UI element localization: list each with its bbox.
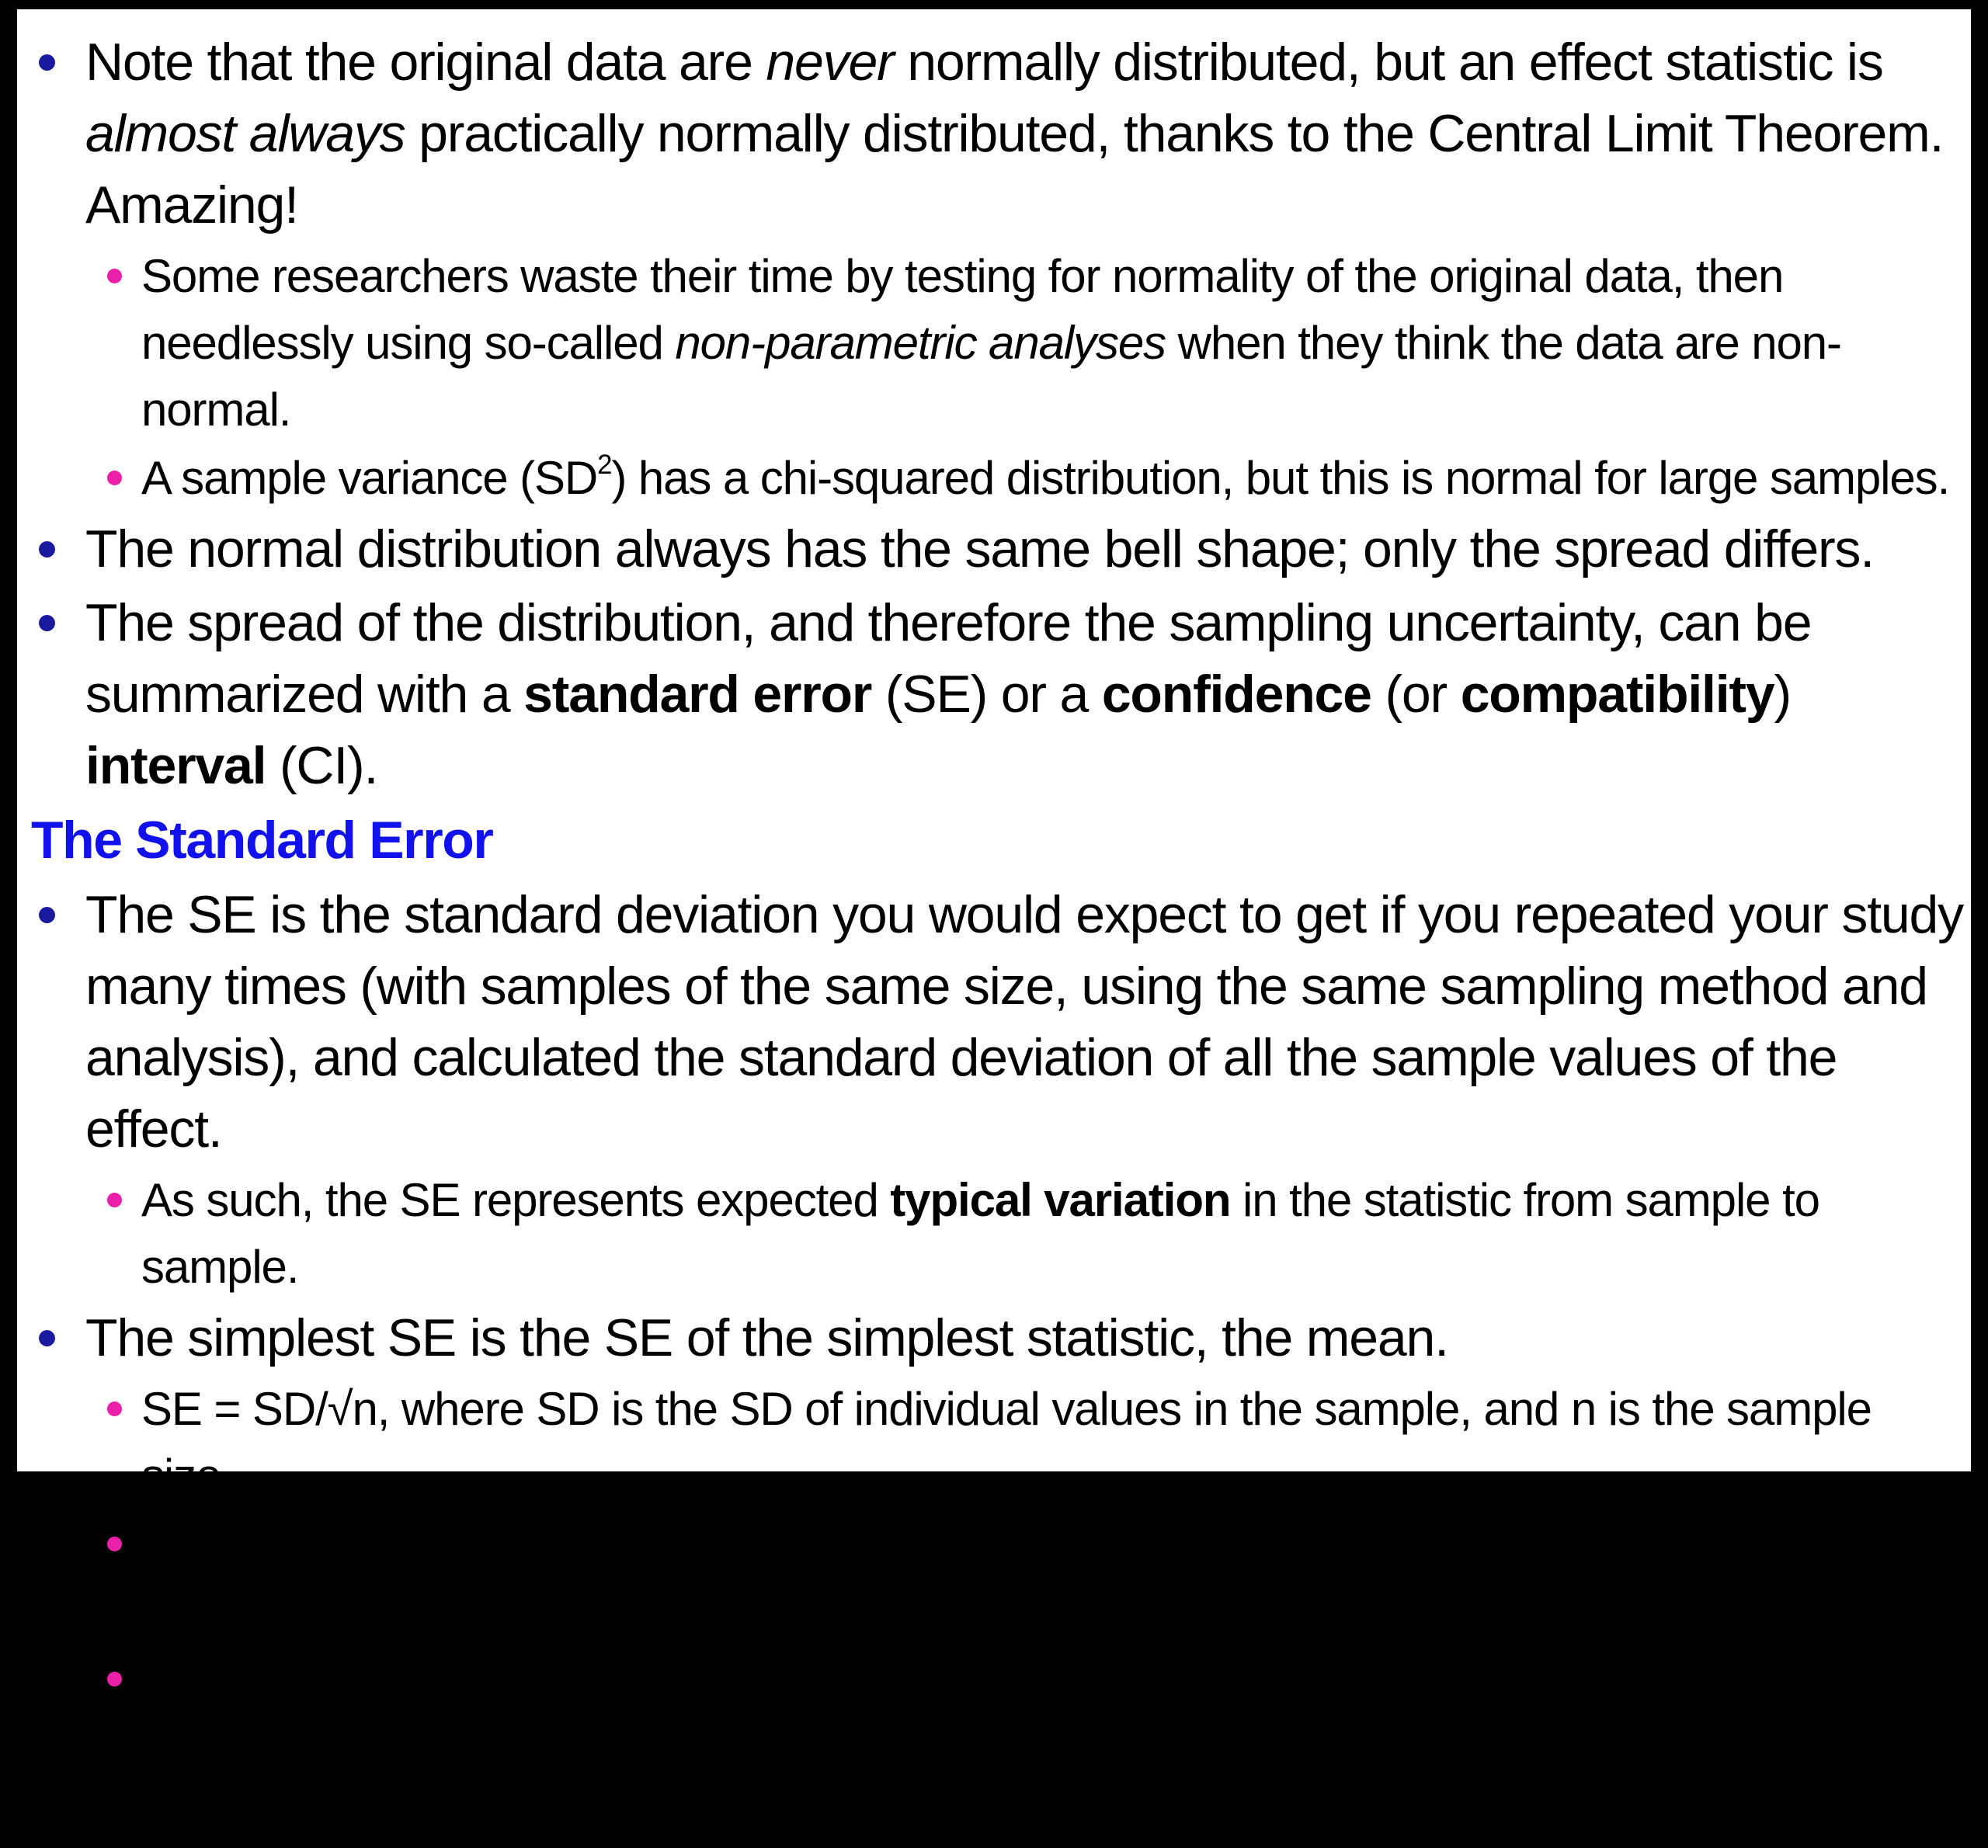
bullet-dot-icon bbox=[39, 907, 55, 923]
slide-content bbox=[31, 26, 1965, 1848]
bullet-dot-icon bbox=[39, 54, 55, 71]
bullet-spread-summary: The spread of the distribution, and therefore the sampling uncertainty, can be summarized with a standard error (SE) or a confidence (or compatibility) interval (CI). bbox=[31, 587, 1965, 801]
bullet-simplest-se: The simplest SE is the SE of the simplest statistic, the mean. bbox=[31, 1302, 1965, 1374]
sub-bullet-dot-icon bbox=[107, 1537, 122, 1551]
sub-bullet-dot-icon bbox=[107, 269, 122, 283]
bullet-dot-icon bbox=[39, 615, 55, 631]
bullet-normality-of-effects: Note that the original data are never normally distributed, but an effect statistic is almost always practically normally distributed, thanks to the Central Limit Theorem. Amazing! bbox=[31, 26, 1965, 241]
bullet-bell-shape: The normal distribution always has the same bell shape; only the spread differs. bbox=[31, 513, 1965, 585]
sub-bullet-se-formula: SE = SD/√n, where SD is the SD of individual values in the sample, and n is the sample size. bbox=[31, 1376, 1965, 1509]
sub-bullet-sample-variance: A sample variance $(SD^2)$ has a chi-squared distribution, but this is normal for large samples. bbox=[31, 445, 1965, 512]
bullet-dot-icon bbox=[39, 541, 55, 558]
section-heading: The Standard Error bbox=[31, 811, 493, 870]
sub-bullet-difference-in-means: If the statistic is a difference in means between two groups of individuals (e.g., the difference in the means of females and males, or the difference in mean changes in an experimental and control group), the formula for the SE involves the SDs and sample sizes of each group. bbox=[31, 1646, 1965, 1846]
sub-bullet-mean-change: If the statistic is a mean change (e.g., in performance resulting from training a sample of n athletes), the SD in this formula is simply the SD of the individual change scores. bbox=[31, 1511, 1965, 1645]
sub-bullet-dot-icon bbox=[107, 1193, 122, 1207]
sub-bullet-typical-variation: As such, the SE represents expected typical variation in the statistic from sample to sample. bbox=[31, 1167, 1965, 1301]
sub-bullet-dot-icon bbox=[107, 471, 122, 485]
sub-bullet-normality-testing: Some researchers waste their time by testing for normality of the original data, then needlessly using so-called non-parametric analyses when they think the data are non-normal. bbox=[31, 243, 1965, 443]
bullet-dot-icon bbox=[39, 1330, 55, 1346]
bullet-se-definition: The SE is the standard deviation you would expect to get if you repeated your study many times (with samples of the same size, using the same sampling method and analysis), and calculated the standard deviation of all the sample values of the effect. bbox=[31, 879, 1965, 1165]
slide bbox=[17, 9, 1971, 1839]
sub-bullet-dot-icon bbox=[107, 1402, 122, 1416]
sub-bullet-dot-icon bbox=[107, 1672, 122, 1686]
